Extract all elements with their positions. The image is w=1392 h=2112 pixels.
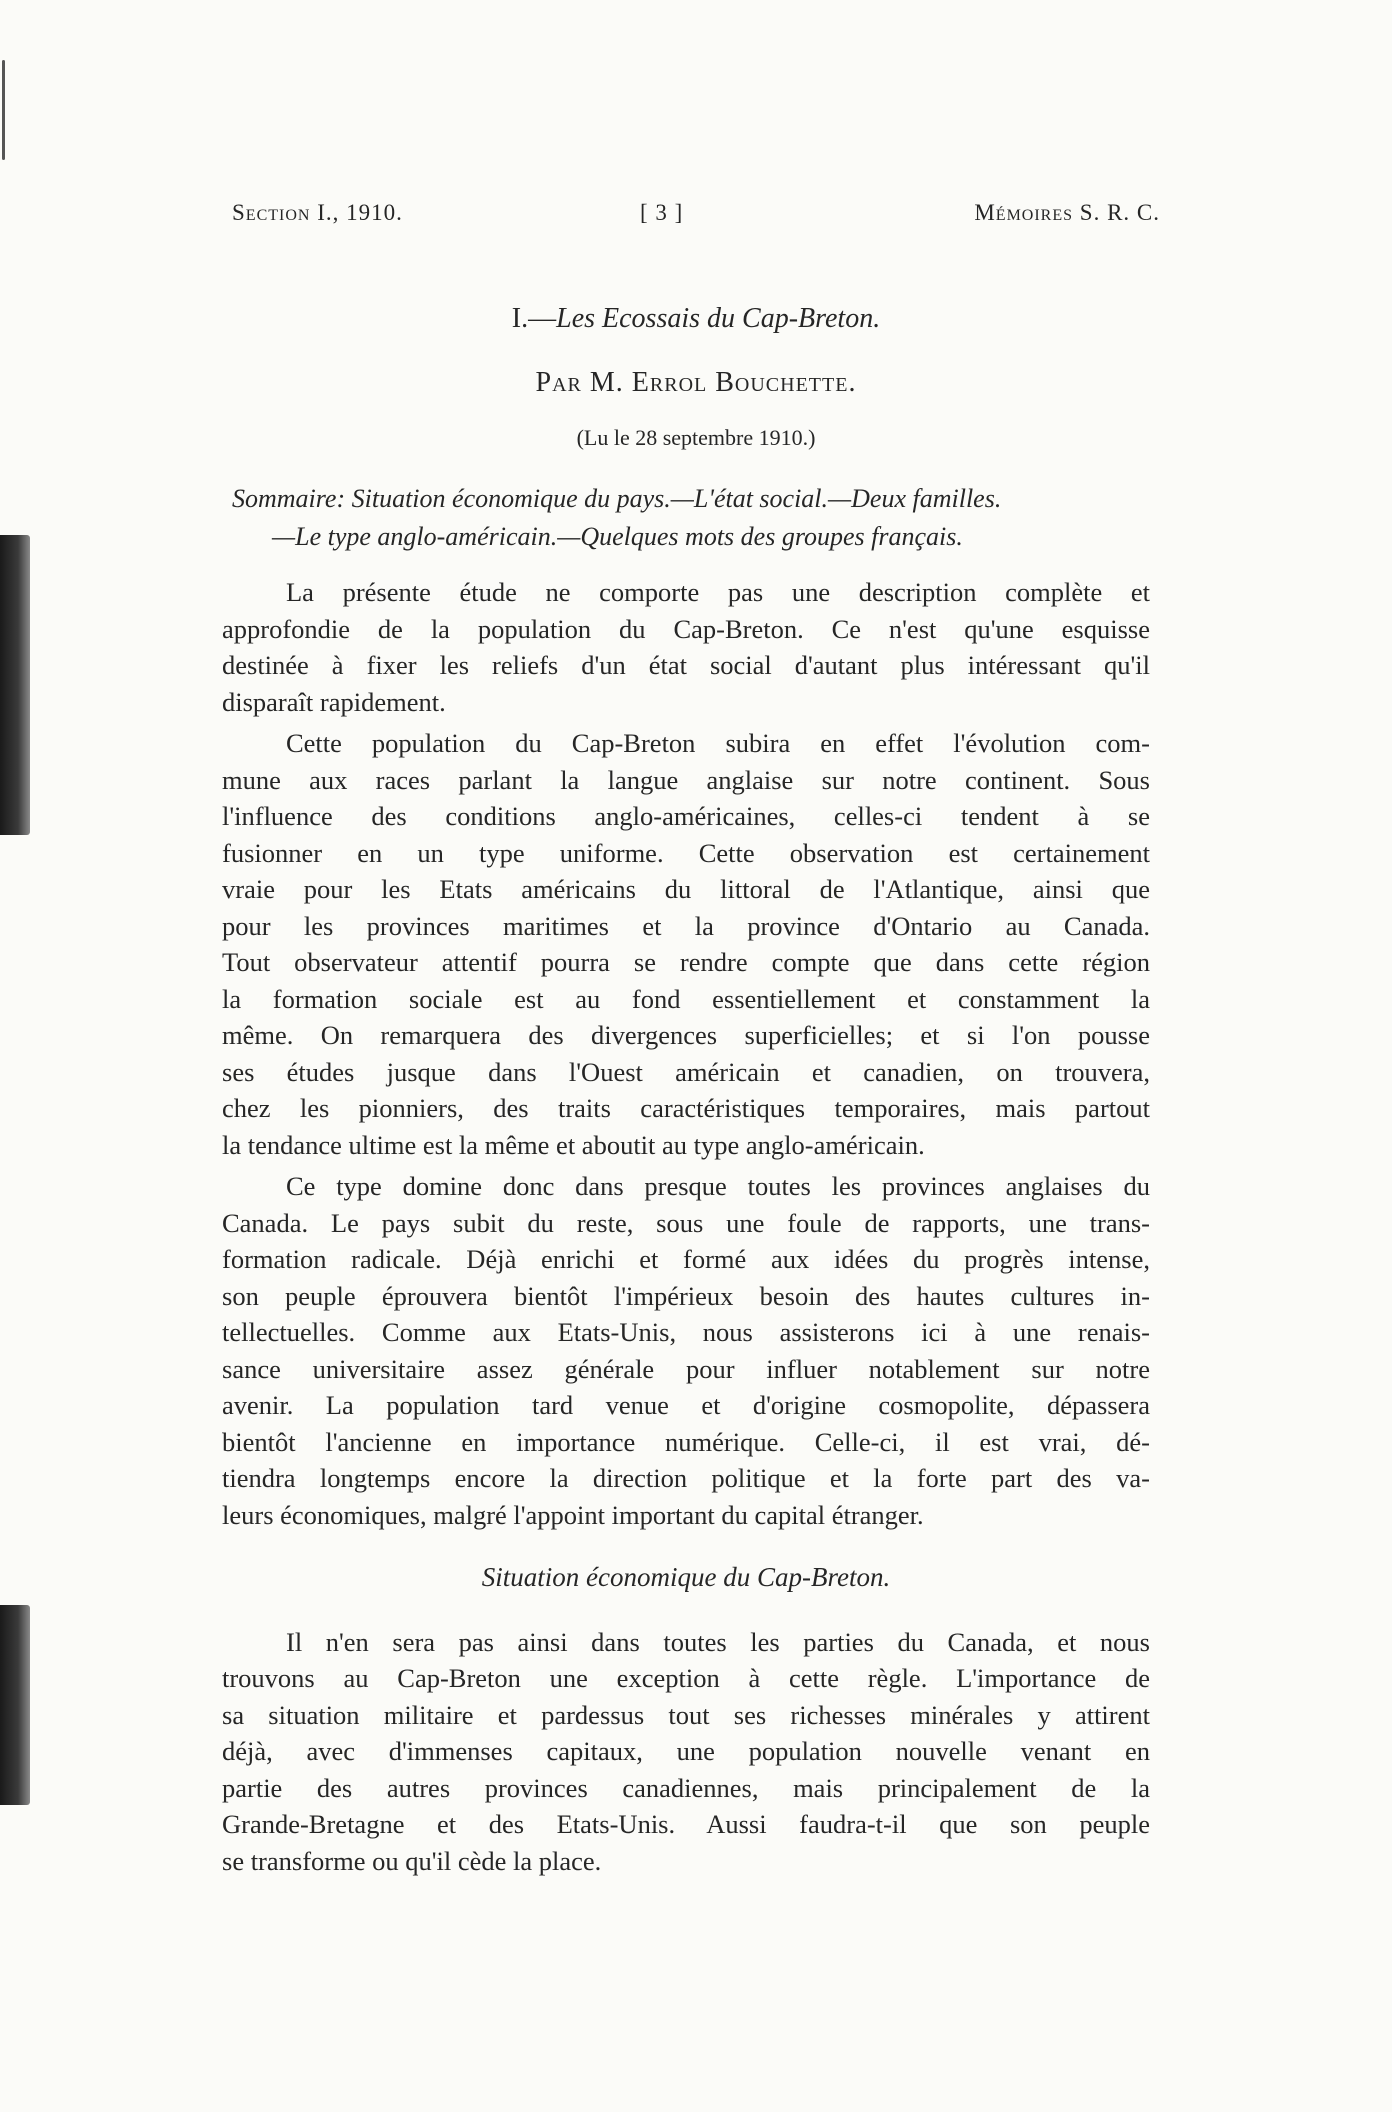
article-title bbox=[232, 303, 1160, 335]
text-line: Il n'en sera pas ainsi dans toutes les parties du Canada, et nous bbox=[286, 1626, 1150, 1657]
text-line: sance universitaire assez générale pour influer notablement sur notre bbox=[222, 1353, 1150, 1384]
text-line: l'influence des conditions anglo-américaines, celles-ci tendent à se bbox=[222, 801, 1150, 831]
text-line: tiendra longtemps encore la direction politique et la forte part des va- bbox=[222, 1463, 1150, 1493]
text-line: chez les pionniers, des traits caractéristiques temporaires, mais partout bbox=[222, 1093, 1150, 1123]
text-line: vraie pour les Etats américains du littoral de l'Atlantique, ainsi que bbox=[222, 874, 1150, 904]
text-line: partie des autres provinces canadiennes, mais principalement de la bbox=[222, 1772, 1150, 1803]
article-body bbox=[222, 574, 1150, 1884]
text-line: Grande-Bretagne et des Etats-Unis. Aussi faudra-t-il que son peuple bbox=[222, 1809, 1150, 1839]
text-line: son peuple éprouvera bientôt l'impérieux besoin des hautes cultures in- bbox=[222, 1280, 1150, 1311]
text-line: Tout observateur attentif pourra se rendre compte que dans cette région bbox=[222, 947, 1150, 977]
text-line: la tendance ultime est la même et aboutit au type anglo-américain. bbox=[222, 1129, 925, 1160]
text-line: même. On remarquera des divergences superficielles; et si l'on pousse bbox=[222, 1020, 1150, 1050]
intro-paragraphs bbox=[222, 574, 1150, 1533]
text-line: se transforme ou qu'il cède la place. bbox=[222, 1845, 602, 1876]
text-line: approfondie de la population du Cap-Breton. Ce n'est qu'une esquisse bbox=[222, 613, 1150, 644]
text-line: ses études jusque dans l'Ouest américain et canadien, on trouvera, bbox=[222, 1056, 1150, 1087]
section-heading: Situation économique du Cap-Breton. bbox=[481, 1562, 891, 1592]
read-date: (Lu le 28 septembre 1910.) bbox=[576, 425, 816, 450]
text-line: trouvons au Cap-Breton une exception à cette règle. L'importance de bbox=[222, 1663, 1150, 1693]
text-line: tellectuelles. Comme aux Etats-Unis, nous assisterons ici à une renais- bbox=[222, 1317, 1150, 1347]
article-title-text: Les Ecossais du Cap-Breton. bbox=[556, 303, 881, 334]
binding-clip-lower bbox=[0, 1605, 30, 1805]
section-paragraphs bbox=[222, 1624, 1150, 1880]
text-line: fusionner en un type uniforme. Cette observation est certainement bbox=[222, 837, 1150, 868]
text-line: sa situation militaire et pardessus tout ses richesses minérales y attirent bbox=[222, 1699, 1150, 1730]
text-line: leurs économiques, malgré l'appoint important du capital étranger. bbox=[222, 1499, 924, 1530]
article-author: Par M. Errol Bouchette. bbox=[535, 367, 857, 398]
paragraph bbox=[222, 574, 1150, 720]
paragraph bbox=[222, 1168, 1150, 1533]
summary-line: —Le type anglo-américain.—Quelques mots des groupes français. bbox=[272, 522, 963, 551]
text-line: mune aux races parlant la langue anglaise sur notre continent. Sous bbox=[222, 764, 1150, 795]
header-journal: Mémoires S. R. C. bbox=[974, 200, 1160, 225]
text-line: Canada. Le pays subit du reste, sous une foule de rapports, une trans- bbox=[222, 1207, 1150, 1238]
text-line: avenir. La population tard venue et d'origine cosmopolite, dépassera bbox=[222, 1390, 1150, 1420]
text-line: disparaît rapidement. bbox=[222, 686, 446, 717]
article-number: I.— bbox=[511, 303, 557, 334]
text-line: formation radicale. Déjà enrichi et formé aux idées du progrès intense, bbox=[222, 1244, 1150, 1274]
page-edge-mark bbox=[2, 60, 5, 160]
text-line: pour les provinces maritimes et la province d'Ontario au Canada. bbox=[222, 910, 1150, 941]
text-line: destinée à fixer les reliefs d'un état social d'autant plus intéressant qu'il bbox=[222, 650, 1150, 680]
summary-line: Sommaire: Situation économique du pays.—L'état social.—Deux familles. bbox=[232, 484, 1002, 513]
summary bbox=[232, 480, 1160, 556]
paragraph bbox=[222, 1624, 1150, 1880]
text-line: la formation sociale est au fond essentiellement et constamment la bbox=[222, 983, 1150, 1014]
text-line: Cette population du Cap-Breton subira en effet l'évolution com- bbox=[286, 728, 1150, 758]
header-section: Section I., 1910. bbox=[232, 200, 403, 225]
header-page-number: [ 3 ] bbox=[640, 200, 684, 225]
text-line: déjà, avec d'immenses capitaux, une population nouvelle venant en bbox=[222, 1736, 1150, 1766]
text-line: Ce type domine donc dans presque toutes les provinces anglaises du bbox=[286, 1171, 1150, 1201]
paragraph bbox=[222, 725, 1150, 1163]
text-line: bientôt l'ancienne en importance numérique. Celle-ci, il est vrai, dé- bbox=[222, 1426, 1150, 1457]
binding-clip-upper bbox=[0, 535, 30, 835]
text-line: La présente étude ne comporte pas une description complète et bbox=[286, 577, 1150, 607]
